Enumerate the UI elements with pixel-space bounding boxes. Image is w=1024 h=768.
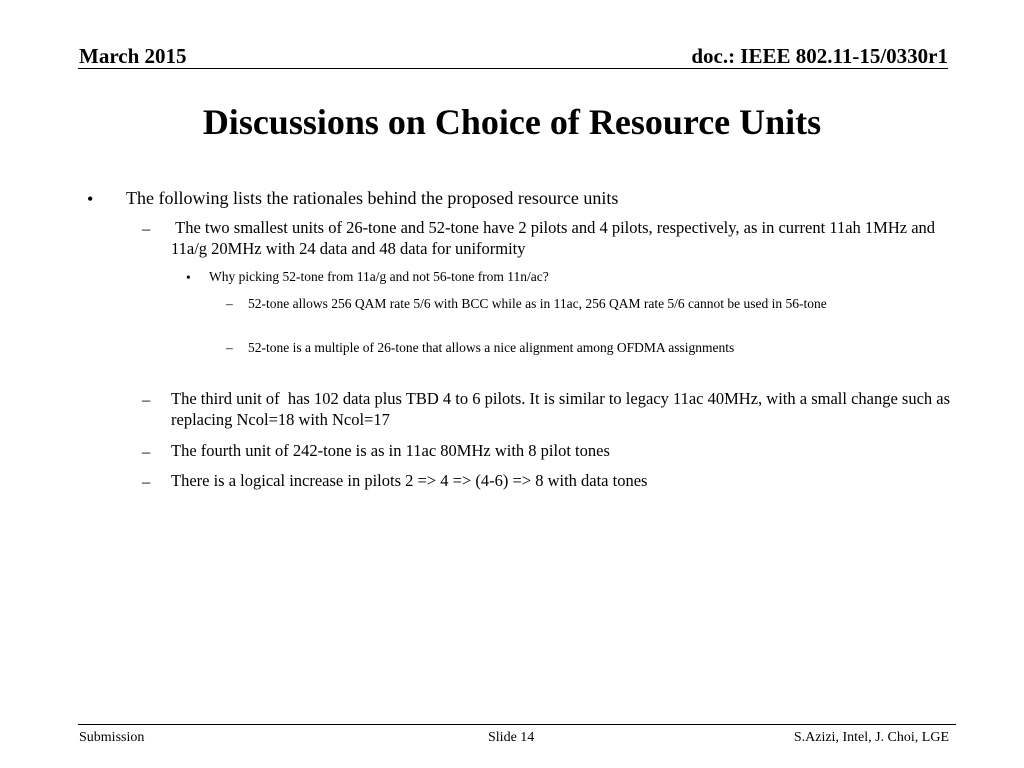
bullet-text: Why picking 52-tone from 11a/g and not 56-tone from 11n/ac? [209, 269, 549, 284]
bullet-marker: – [142, 390, 151, 409]
bullet-text: The two smallest units of 26-tone and 52-tone have 2 pilots and 4 pilots, respectively, as in current 11ah 1MHz and 11a/g 20MHz with 24 data and 48 data for uniformity [171, 218, 940, 258]
footer-divider [78, 724, 956, 725]
bullet-text: 52-tone is a multiple of 26-tone that allows a nice alignment among OFDMA assignments [248, 340, 735, 355]
bullet-text: 52-tone allows 256 QAM rate 5/6 with BCC while as in 11ac, 256 QAM rate 5/6 cannot be used in 56-tone [248, 296, 827, 311]
bullet-marker: – [226, 296, 233, 311]
bullet-text: The third unit of has 102 data plus TBD 4 to 6 pilots. It is similar to legacy 11ac 40MHz, with a small change such as replacing Ncol=18 with Ncol=17 [171, 389, 955, 429]
bullet-marker: – [142, 219, 151, 238]
bullet-text: The fourth unit of 242-tone is as in 11ac 80MHz with 8 pilot tones [171, 441, 610, 460]
slide-number: Slide 14 [488, 730, 535, 745]
bullet-marker: – [142, 442, 151, 461]
bullet-marker: – [142, 472, 151, 491]
footer-authors: S.Azizi, Intel, J. Choi, LGE [793, 730, 949, 745]
bullet-marker: • [87, 189, 94, 209]
bullet-text: There is a logical increase in pilots 2 => 4 => (4-6) => 8 with data tones [171, 471, 648, 490]
slide-title: Discussions on Choice of Resource Units [202, 102, 822, 142]
bullet-marker: • [186, 270, 191, 285]
header-doc-id: doc.: IEEE 802.11-15/0330r1 [691, 44, 948, 68]
bullet-text: The following lists the rationales behind the proposed resource units [126, 188, 619, 208]
footer-submission: Submission [79, 730, 145, 745]
bullet-marker: – [226, 340, 233, 355]
header-date: March 2015 [79, 44, 187, 68]
